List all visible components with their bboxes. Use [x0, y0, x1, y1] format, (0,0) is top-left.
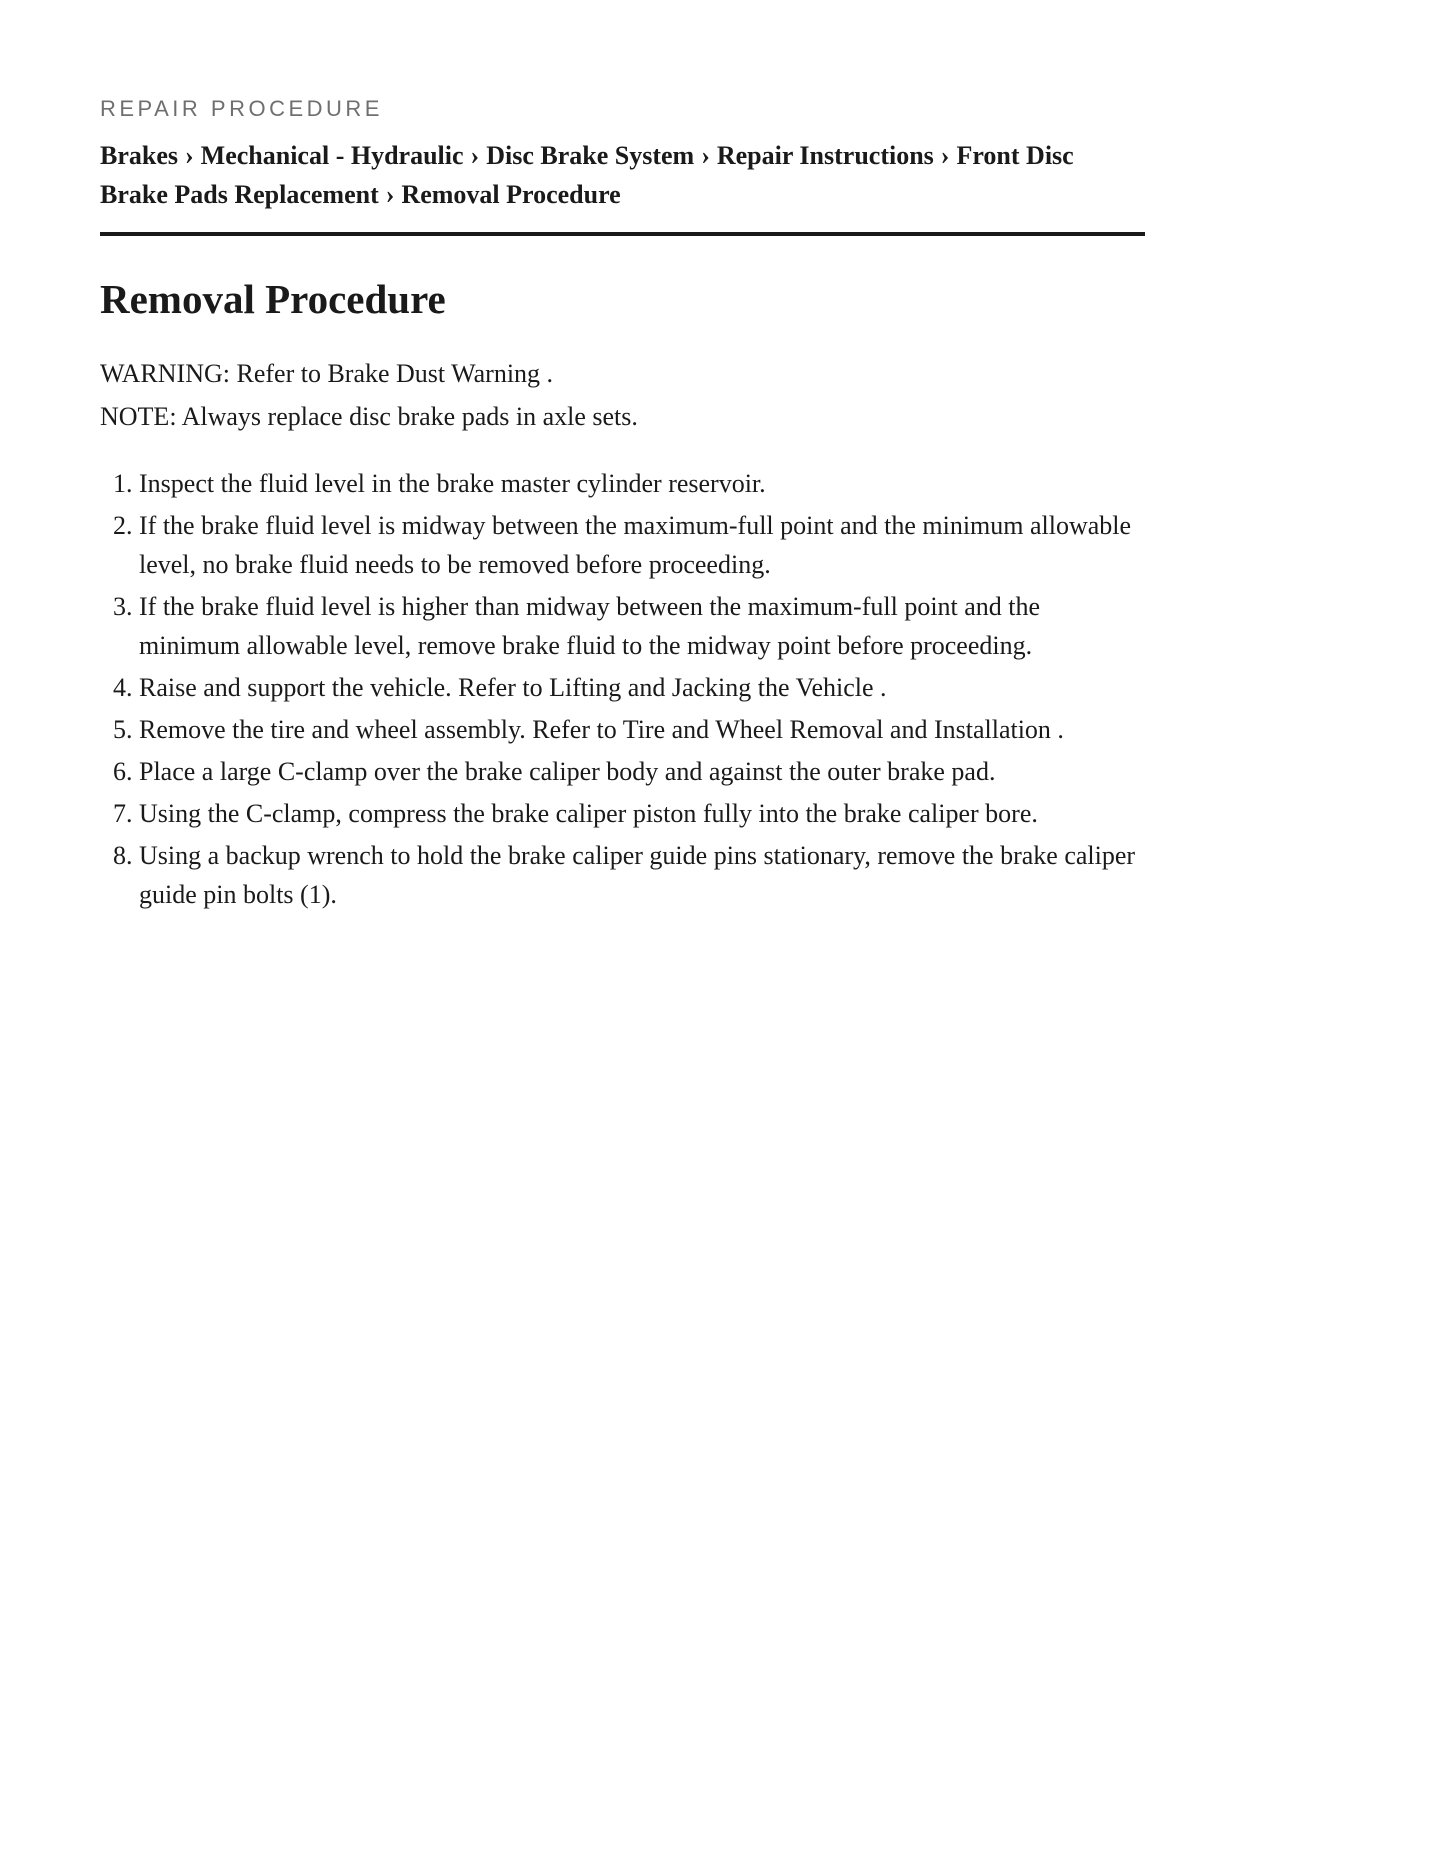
procedure-step: 4. Raise and support the vehicle. Refer to Lifting and Jacking the Vehicle .: [139, 668, 1145, 707]
breadcrumb-separator: ›: [470, 141, 480, 170]
breadcrumb: [100, 136, 1145, 236]
warning-text: WARNING: Refer to Brake Dust Warning .: [100, 359, 554, 388]
breadcrumb-separator: ›: [940, 141, 950, 170]
breadcrumb-separator: ›: [185, 141, 194, 170]
procedure-step: 6. Place a large C-clamp over the brake caliper body and against the outer brake pad.: [139, 752, 1145, 791]
procedure-step: 2. If the brake fluid level is midway between the maximum-full point and the minimum allowable level, no brake fluid needs to be removed before proceeding.: [139, 506, 1145, 584]
procedure-steps: [100, 464, 1145, 914]
breadcrumb-separator: ›: [385, 180, 395, 209]
procedure-step: 5. Remove the tire and wheel assembly. Refer to Tire and Wheel Removal and Installation .: [139, 710, 1145, 749]
breadcrumb-item[interactable]: Disc Brake System: [486, 141, 695, 170]
section-kicker: REPAIR PROCEDURE: [100, 96, 383, 121]
breadcrumb-item[interactable]: Repair Instructions: [716, 141, 934, 170]
breadcrumb-item[interactable]: Mechanical - Hydraulic: [200, 141, 464, 170]
note-text: NOTE: Always replace disc brake pads in axle sets.: [100, 402, 638, 431]
breadcrumb-item-current: Removal Procedure: [401, 180, 621, 209]
procedure-step: 8. Using a backup wrench to hold the brake caliper guide pins stationary, remove the brake caliper guide pin bolts (1).: [139, 836, 1145, 914]
breadcrumb-item[interactable]: Brakes: [100, 141, 178, 170]
procedure-step: 3. If the brake fluid level is higher than midway between the maximum-full point and the minimum allowable level, remove brake fluid to the midway point before proceeding.: [139, 587, 1145, 665]
procedure-step: 7. Using the C-clamp, compress the brake caliper piston fully into the brake caliper bore.: [139, 794, 1145, 833]
document-page: [0, 0, 1245, 914]
breadcrumb-separator: ›: [701, 141, 710, 170]
page-title: Removal Procedure: [100, 276, 446, 322]
procedure-step: 1. Inspect the fluid level in the brake master cylinder reservoir.: [139, 464, 1145, 503]
breadcrumb-item[interactable]: Front Disc Brake Pads Replacement: [100, 141, 1074, 209]
